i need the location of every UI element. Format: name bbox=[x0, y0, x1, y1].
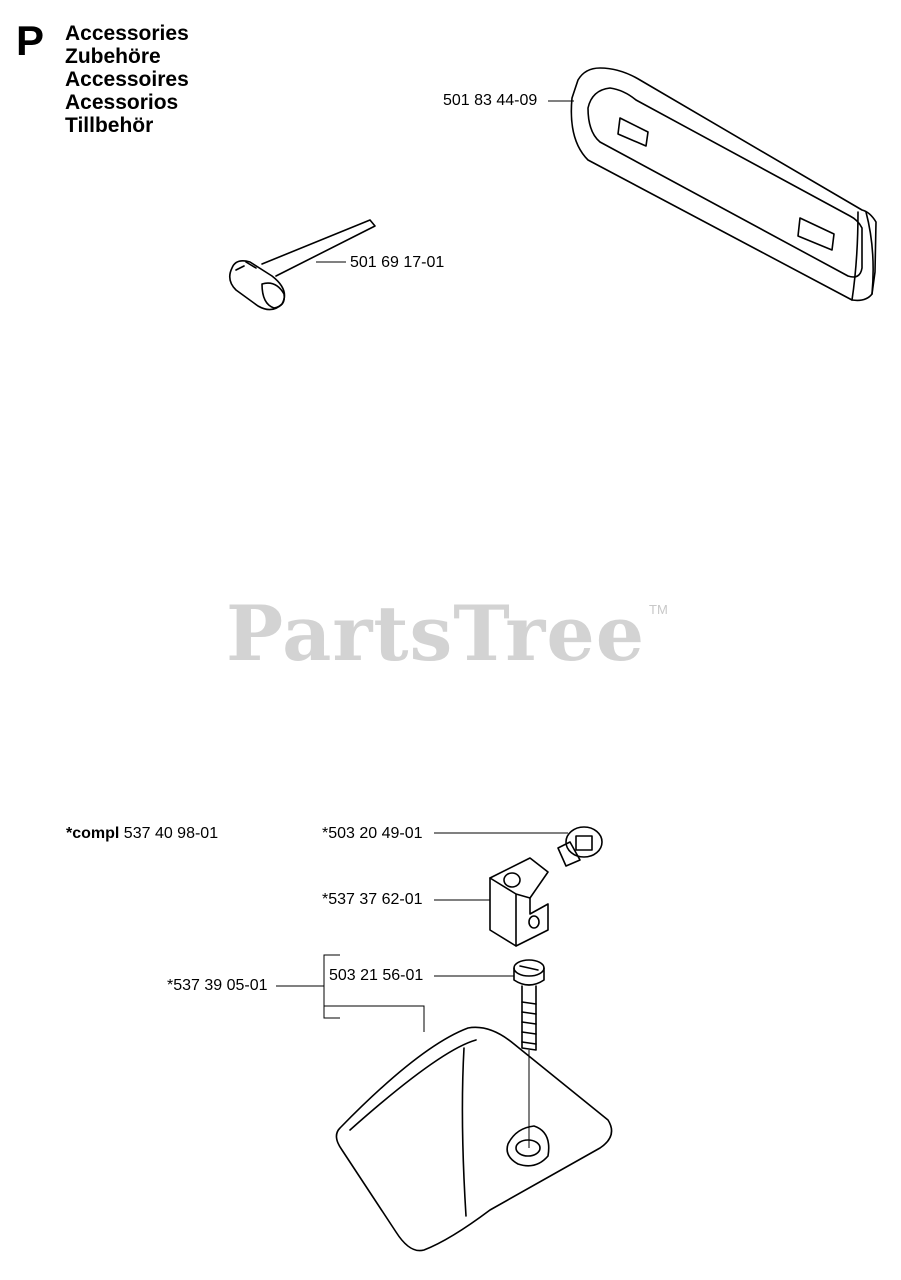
bumper-drawing bbox=[336, 1027, 611, 1250]
label-kit[interactable] bbox=[66, 825, 218, 843]
trademark-mark: TM bbox=[649, 602, 668, 617]
label-bar-cover[interactable]: 501 83 44-09 bbox=[443, 92, 538, 109]
title-german: Zubehöre bbox=[65, 45, 161, 68]
label-bumper-assembly[interactable]: *537 39 05-01 bbox=[167, 977, 268, 994]
title-french: Accessoires bbox=[65, 68, 189, 91]
title-english: Accessories bbox=[65, 22, 189, 45]
section-letter: P bbox=[16, 17, 45, 64]
kit-prefix: *compl bbox=[66, 825, 120, 842]
title-spanish: Acessorios bbox=[65, 91, 179, 114]
label-combi-wrench[interactable]: 501 69 17-01 bbox=[350, 254, 445, 271]
label-screw[interactable]: *503 20 49-01 bbox=[322, 825, 423, 842]
kit-number: 537 40 98-01 bbox=[123, 825, 219, 842]
partstree-watermark: PartsTree bbox=[226, 589, 646, 678]
title-swedish: Tillbehör bbox=[65, 114, 154, 137]
bar-cover-drawing bbox=[571, 68, 876, 300]
block-drawing bbox=[490, 858, 548, 946]
label-block[interactable]: *537 37 62-01 bbox=[322, 891, 423, 908]
bumper-screw-drawing bbox=[514, 960, 544, 1050]
label-bumper-screw[interactable]: 503 21 56-01 bbox=[329, 967, 424, 984]
